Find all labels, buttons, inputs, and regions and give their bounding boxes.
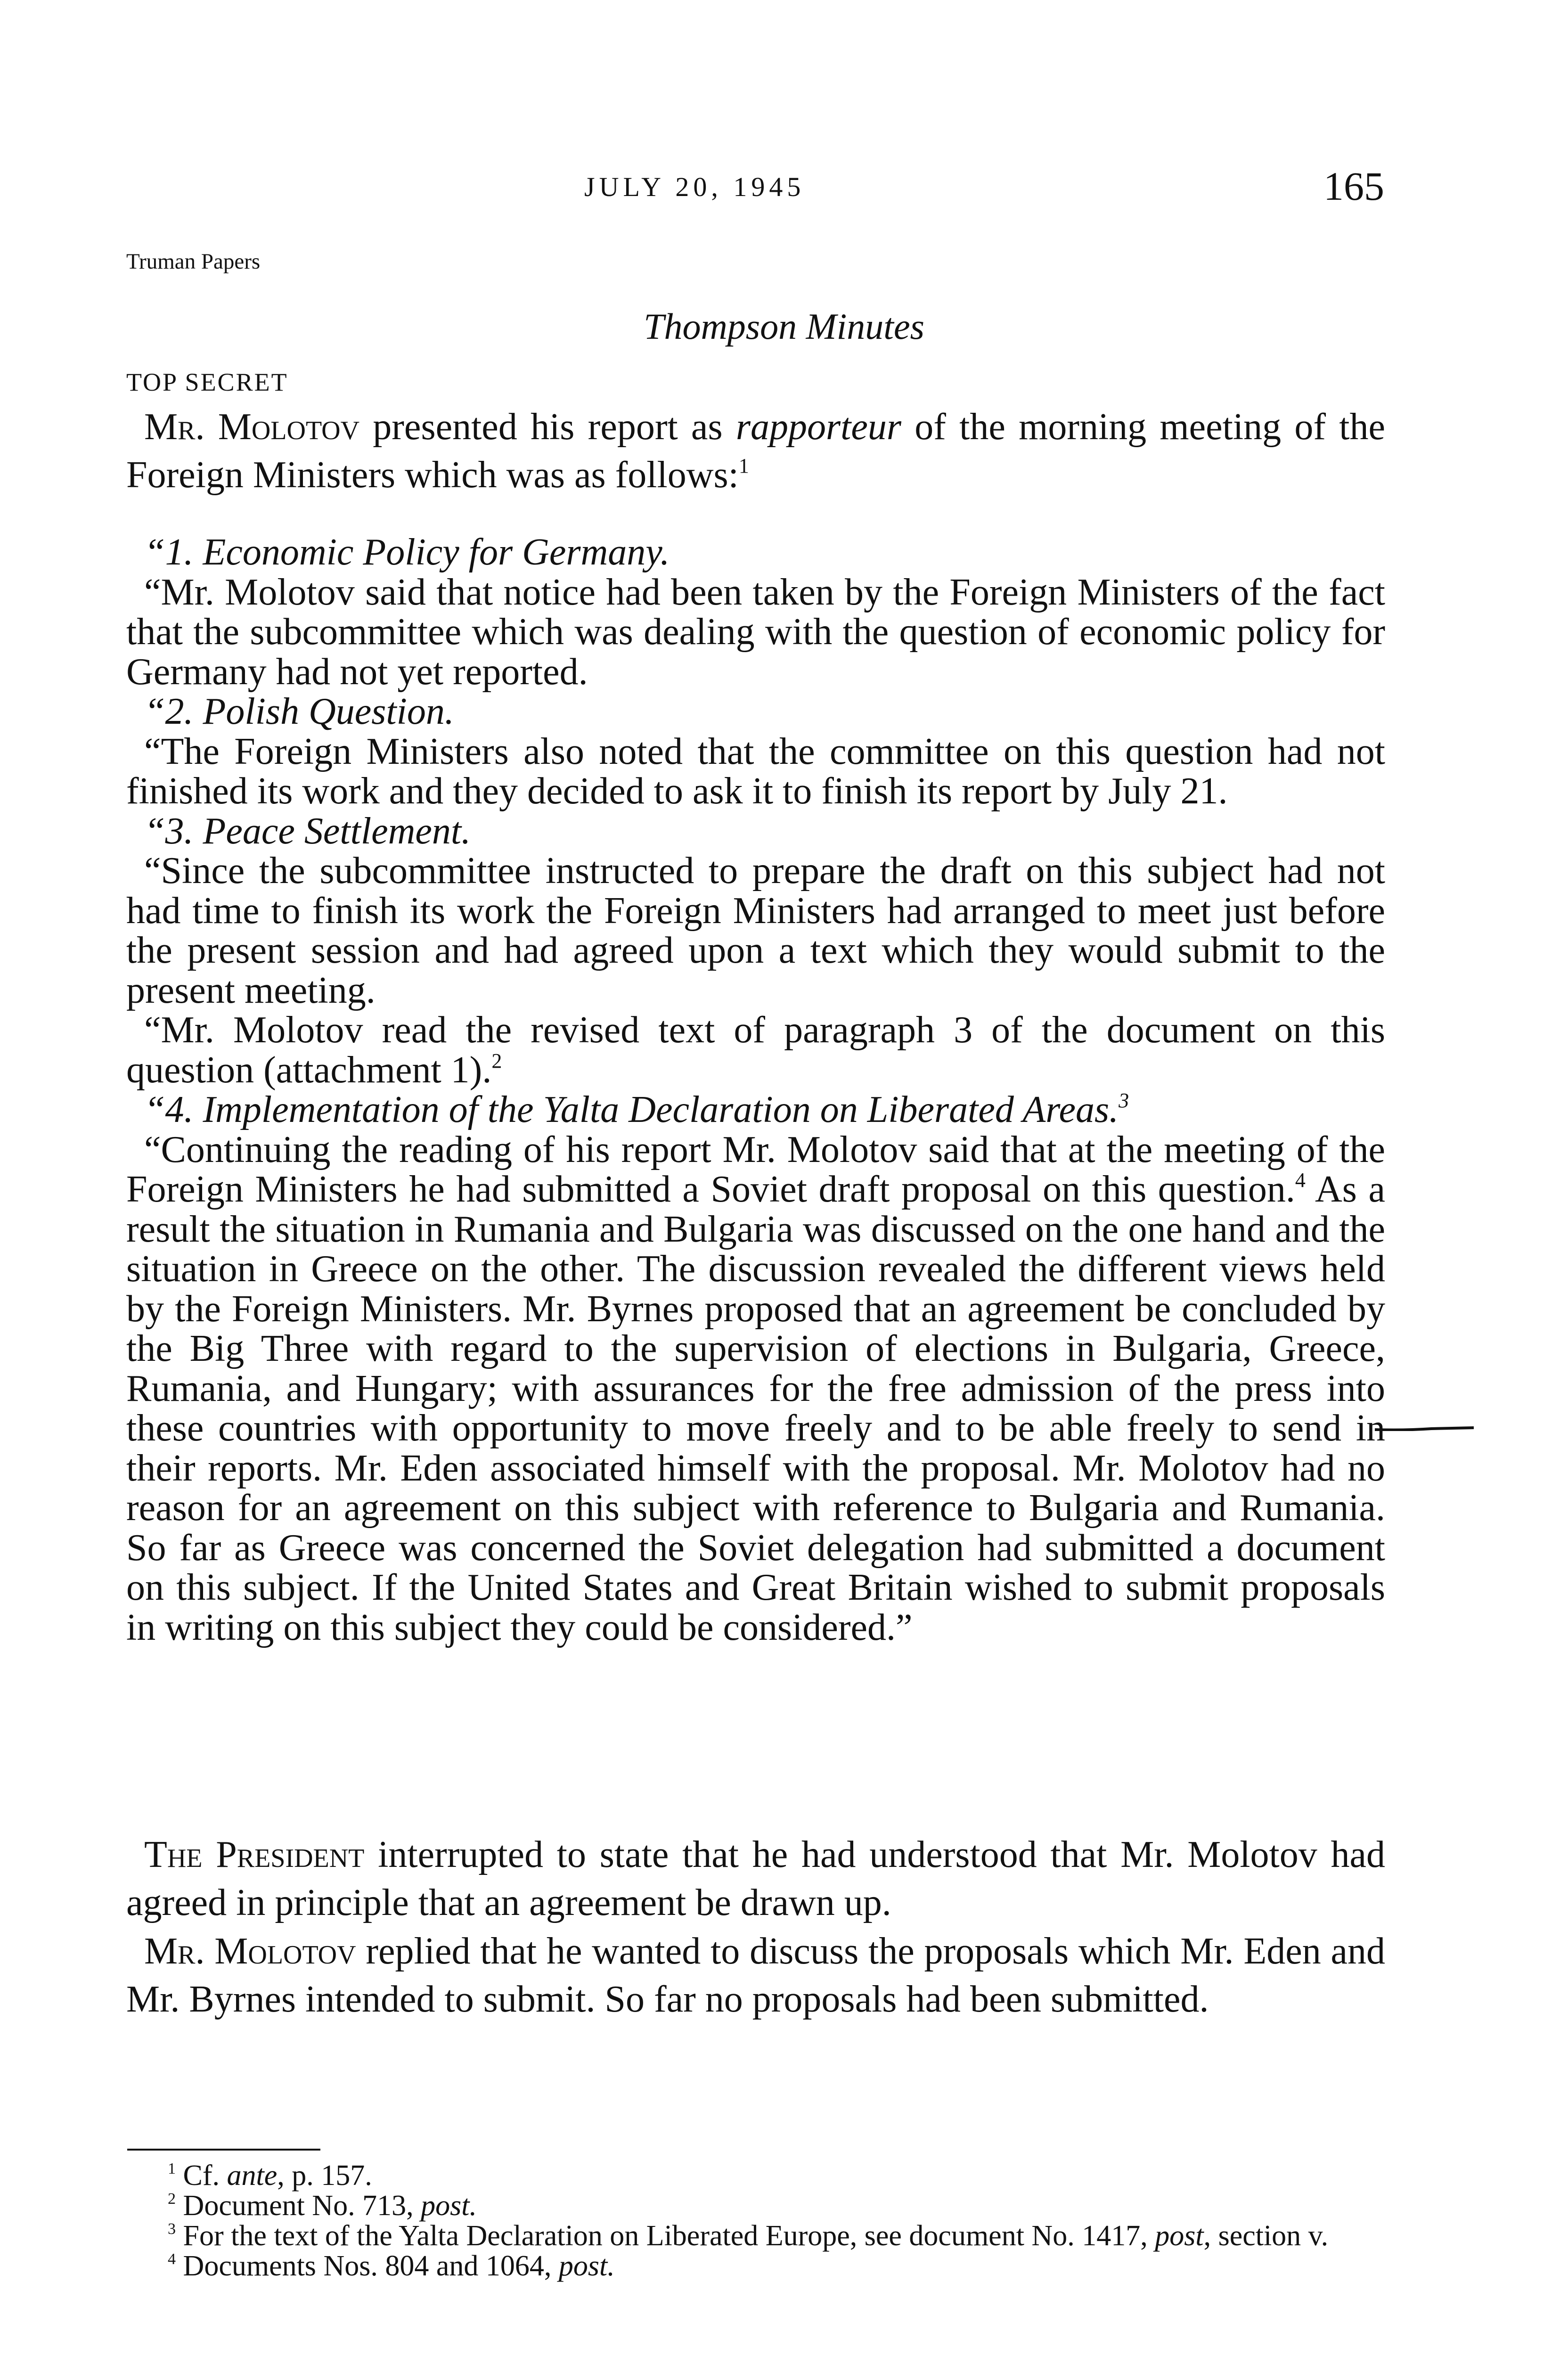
footnote-number: 3 [168,2220,176,2238]
document-title: Thompson Minutes [644,306,924,347]
report-paragraph: “Mr. Molotov said that notice had been taken by the Foreign Ministers of the fact that the subcommittee which was dealing with the question of economic policy for Germany had not yet reported. [126,571,1385,693]
footnotes [126,2160,1385,2281]
footnote [126,2251,1385,2281]
report-paragraph: “The Foreign Ministers also noted that the committee on this question had not finished its work and they decided to ask it to finish its report by July 21. [126,730,1385,812]
footnote-italic: post. [558,2250,615,2282]
paragraph-text: “Mr. Molotov read the revised text of paragraph 3 of the document on this question (attachment 1). [126,1009,1385,1091]
report-paragraph [126,1130,1385,1648]
running-head [0,163,1568,219]
president-paragraph [126,1831,1385,1935]
footnote-ref: 4 [1295,1169,1306,1192]
footnote-ref: 2 [491,1049,502,1072]
footnote-italic: post. [421,2190,477,2222]
item-heading: “1. Economic Policy for Germany. [144,532,670,573]
item-heading [126,1090,1385,1130]
italic-term: rapporteur [735,406,901,448]
footnote-italic: post [1155,2220,1204,2252]
paragraph-text: presented his report as [359,406,736,448]
footnote-text: , p. 157. [277,2160,372,2192]
paragraph-text: As a result the situation in Rumania and Bulgaria was discussed on the one hand and the situation in Greece on the other. The discussion revealed the different views held by the Foreign Ministers. Mr. Byrnes proposed that an agreement be concluded by the Big Three with regard to the supervision of elections in Bulgaria, Greece, Rumania, and Hungary; with assurances for the free admission of the press into these countries with opportunity to move freely and to be able freely to send in their reports. Mr. Eden associated himself with the proposal. Mr. Molotov had no reason for an agreement on this subject with reference to Bulgaria and Rumania. So far as Greece was concerned the Soviet delegation had submitted a document on this subject. If the United States and Great Britain wished to submit proposals in writing on this subject they could be considered.” [126,1169,1385,1648]
report-paragraph: “Since the subcommittee instructed to prepare the draft on this subject had not had time to finish its work the Foreign Ministers had arranged to meet just before the present session and had agreed upon a text which they would submit to the present meeting. [126,850,1385,1011]
footnote-rule [127,2149,320,2151]
classification-label: TOP SECRET [126,368,288,396]
footnote-text: Documents Nos. 804 and 1064, [176,2250,559,2282]
footnote-number: 2 [168,2190,176,2208]
footnote-ref: 3 [1119,1089,1129,1113]
footnote [126,2221,1385,2251]
paragraph-text: interrupted to state that he had understood that Mr. Molotov had agreed in principle that an agreement be drawn up. [126,1834,1386,1923]
report-paragraph [126,1010,1385,1090]
heading-text: “4. Implementation of the Yalta Declaration on Liberated Areas. [144,1089,1119,1130]
footnote-italic: ante [227,2160,278,2192]
speaker-name: The President [144,1834,365,1875]
footnote-text: Document No. 713, [176,2190,421,2222]
opening-paragraph [126,403,1385,507]
footnote [126,2160,1385,2191]
footnote-number: 4 [168,2250,176,2268]
paragraph-text: of the morning meeting of the Foreign Ministers which was as follows: [126,406,1385,496]
footnote-ref: 1 [738,454,749,478]
footnote-text: For the text of the Yalta Declaration on Liberated Europe, see document No. 1417, [176,2220,1155,2252]
paragraph-text: replied that he wanted to discuss the proposals which Mr. Eden and Mr. Byrnes intended to submit. So far no proposals had been submitted. [126,1931,1386,2020]
source-label: Truman Papers [126,249,261,274]
item-heading: “3. Peace Settlement. [144,810,471,852]
molotov-reply-paragraph [126,1927,1385,2032]
paragraph-text: “Continuing the reading of his report Mr. Molotov said that at the meeting of the Foreign Ministers he had submitted a Soviet draft proposal on this question. [126,1129,1385,1210]
speaker-name: Mr. Molotov [144,406,360,448]
item-heading: “2. Polish Question. [144,691,454,732]
speaker-name: Mr. Molotov [144,1931,356,1972]
footnote-text: , section v. [1203,2220,1329,2252]
footnote-number: 1 [168,2160,176,2178]
footnote [126,2191,1385,2221]
footnote-text: Cf. [176,2160,227,2192]
page-number: 165 [1323,164,1384,209]
margin-line-mark [1375,1426,1474,1431]
running-head-date: JULY 20, 1945 [584,172,805,202]
molotov-report [126,532,1385,1647]
